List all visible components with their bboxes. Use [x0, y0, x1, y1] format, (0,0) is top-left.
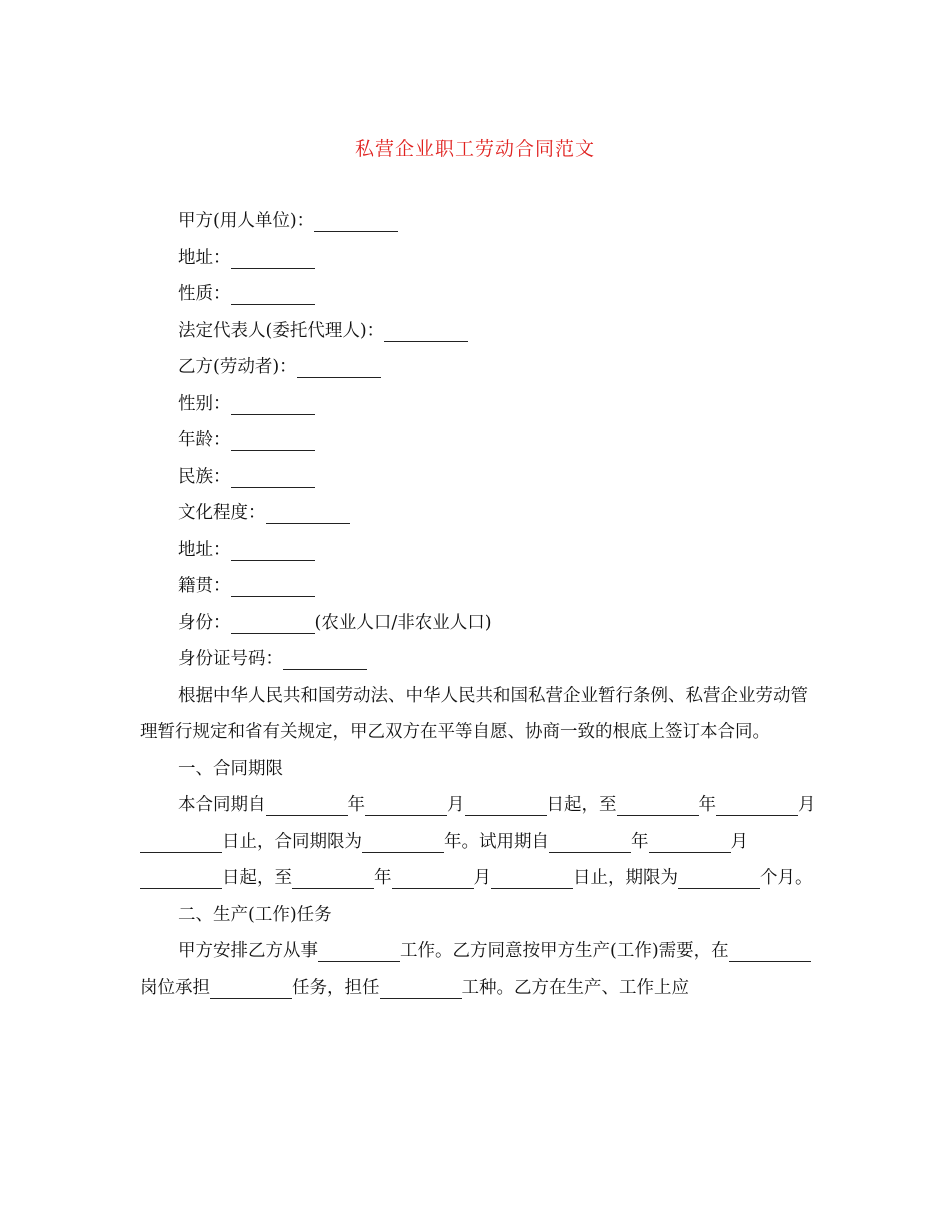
fill-in-blank[interactable] — [266, 501, 350, 524]
field-label: 甲方(用人单位)： — [178, 211, 315, 231]
paragraph-text: 工作。乙方同意按甲方生产(工作)需要，在 — [400, 941, 729, 961]
form-field — [140, 641, 820, 678]
fill-in-blank[interactable] — [392, 866, 474, 889]
paragraph-text: 月 — [447, 795, 465, 815]
field-label: 乙方(劳动者)： — [178, 357, 297, 377]
fill-in-blank[interactable] — [649, 830, 731, 853]
fill-in-blank[interactable] — [380, 976, 462, 999]
fill-in-blank[interactable] — [362, 830, 444, 853]
form-field — [140, 568, 820, 605]
form-field — [140, 422, 820, 459]
paragraph-text: 日起，至 — [546, 795, 617, 815]
field-list — [140, 203, 820, 678]
document-title: 私营企业职工劳动合同范文 — [354, 138, 595, 160]
fill-in-blank[interactable] — [314, 209, 398, 232]
fill-in-blank[interactable] — [549, 830, 631, 853]
fill-in-blank[interactable] — [231, 282, 315, 305]
fill-in-blank[interactable] — [465, 793, 547, 816]
paragraph-text: 年 — [347, 795, 365, 815]
fill-in-blank[interactable] — [365, 793, 447, 816]
paragraph-text: 年。试用期自 — [444, 831, 549, 852]
fill-in-blank[interactable] — [292, 866, 374, 889]
fill-in-blank[interactable] — [210, 976, 292, 999]
task-paragraph — [140, 933, 820, 1006]
form-field — [140, 459, 820, 496]
fill-in-blank[interactable] — [491, 866, 573, 889]
section-heading-task: 二、生产(工作)任务 — [178, 904, 332, 925]
field-label: 年龄： — [178, 430, 231, 450]
fill-in-blank[interactable] — [231, 246, 315, 269]
fill-in-blank[interactable] — [716, 793, 798, 816]
fill-in-blank[interactable] — [617, 793, 699, 816]
paragraph-text: 日止，期限为 — [573, 868, 678, 888]
field-label: 性别： — [178, 393, 231, 414]
term-paragraph — [140, 787, 820, 897]
field-suffix: (农业人口/非农业人口) — [314, 612, 492, 633]
field-label: 文化程度： — [178, 503, 266, 523]
fill-in-blank[interactable] — [231, 465, 315, 488]
section-heading-term: 一、合同期限 — [178, 758, 283, 779]
fill-in-blank[interactable] — [231, 574, 315, 597]
field-label: 地址： — [178, 247, 231, 268]
form-field — [140, 349, 820, 386]
fill-in-blank[interactable] — [231, 428, 315, 451]
fill-in-blank[interactable] — [283, 647, 367, 670]
form-field — [140, 313, 820, 350]
form-field — [140, 276, 820, 313]
paragraph-text: 甲方安排乙方从事 — [178, 941, 318, 961]
paragraph-text: 日起，至 — [222, 868, 292, 888]
fill-in-blank[interactable] — [297, 355, 381, 378]
paragraph-text: 任务，担任 — [292, 977, 380, 998]
intro-paragraph: 根据中华人民共和国劳动法、中华人民共和国私营企业暂行条例、私营企业劳动管理暂行规定和省有关规定，甲乙双方在平等自愿、协商一致的根底上签订本合同。 — [140, 685, 808, 742]
field-label: 籍贯： — [178, 576, 231, 596]
document-body — [140, 203, 820, 1006]
form-field — [140, 386, 820, 423]
fill-in-blank[interactable] — [678, 866, 760, 889]
fill-in-blank[interactable] — [318, 939, 400, 962]
paragraph-text: 本合同期自 — [178, 795, 266, 815]
form-field — [140, 240, 820, 277]
paragraph-text: 日止，合同期限为 — [222, 831, 362, 852]
form-field — [140, 495, 820, 532]
fill-in-blank[interactable] — [266, 793, 348, 816]
paragraph-text: 月 — [798, 795, 816, 815]
paragraph-text: 年 — [374, 868, 392, 888]
fill-in-blank[interactable] — [231, 611, 315, 634]
field-label: 地址： — [178, 539, 231, 560]
paragraph-text: 个月。 — [760, 868, 813, 888]
fill-in-blank[interactable] — [140, 830, 222, 853]
field-label: 法定代表人(委托代理人)： — [178, 320, 385, 341]
paragraph-text: 月 — [730, 831, 748, 852]
field-label: 民族： — [178, 466, 231, 487]
form-field — [140, 203, 820, 240]
field-label: 性质： — [178, 284, 231, 304]
paragraph-text: 年 — [631, 831, 649, 852]
paragraph-text: 年 — [698, 795, 716, 815]
form-field — [140, 605, 820, 642]
field-label: 身份： — [178, 612, 231, 633]
field-label: 身份证号码： — [178, 649, 283, 669]
fill-in-blank[interactable] — [384, 319, 468, 342]
paragraph-text: 月 — [473, 868, 491, 888]
fill-in-blank[interactable] — [729, 939, 811, 962]
fill-in-blank[interactable] — [231, 392, 315, 415]
fill-in-blank[interactable] — [231, 538, 315, 561]
fill-in-blank[interactable] — [140, 866, 222, 889]
form-field — [140, 532, 820, 569]
paragraph-text: 工种。乙方在生产、工作上应 — [461, 977, 689, 998]
paragraph-text: 岗位承担 — [140, 977, 210, 998]
